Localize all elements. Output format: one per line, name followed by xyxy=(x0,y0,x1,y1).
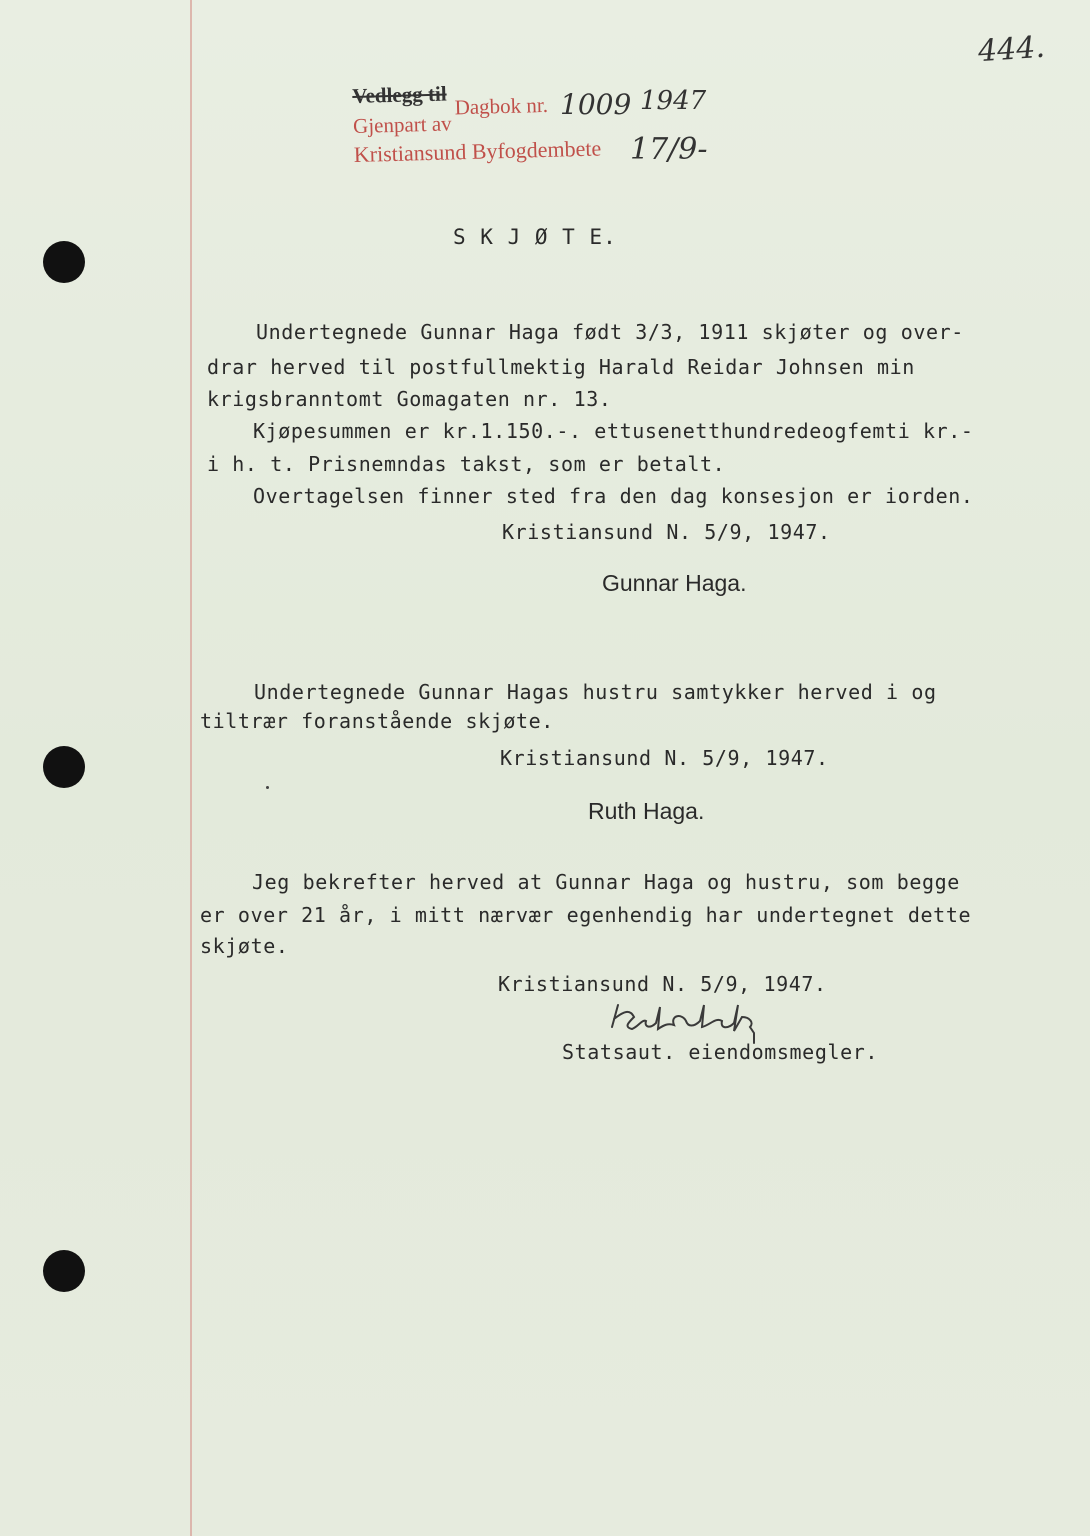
stamp-office: Kristiansund Byfogdembete xyxy=(353,135,602,167)
stamp-gjenpart: Gjenpart av xyxy=(352,111,452,138)
deed-place-date: Kristiansund N. 5/9, 1947. xyxy=(502,520,831,544)
deed-line: krigsbranntomt Gomagaten nr. 13. xyxy=(207,387,612,411)
punch-hole xyxy=(43,746,85,788)
witness-line: Jeg bekrefter herved at Gunnar Haga og hustru, som begge xyxy=(252,870,960,894)
deed-line: drar herved til postfullmektig Harald Reidar Johnsen min xyxy=(207,355,915,379)
punch-hole xyxy=(43,241,85,283)
witness-line: er over 21 år, i mitt nærvær egenhendig har undertegnet dette xyxy=(200,903,972,927)
spouse-signature: Ruth Haga. xyxy=(588,798,705,824)
folio-number: 444. xyxy=(976,29,1046,70)
deed-line: i h. t. Prisnemndas takst, som er betalt. xyxy=(207,452,726,476)
dagbok-year: 1947 xyxy=(640,86,707,116)
stamp-vedlegg: Vedlegg til xyxy=(352,81,447,108)
seller-signature: Gunnar Haga. xyxy=(602,570,747,596)
deed-line: Undertegnede Gunnar Haga født 3/3, 1911 skjøter og over- xyxy=(256,320,964,344)
witness-place-date: Kristiansund N. 5/9, 1947. xyxy=(498,972,827,996)
registry-date: 17/9- xyxy=(630,132,708,167)
deed-line: Overtagelsen finner sted fra den dag konsesjon er iorden. xyxy=(253,484,974,508)
consent-line: tiltrær foranstående skjøte. xyxy=(200,709,554,733)
witness-line: skjøte. xyxy=(200,934,289,958)
broker-title: Statsaut. eiendomsmegler. xyxy=(562,1040,879,1064)
margin-rule xyxy=(190,0,192,1536)
dagbok-number: 1009 xyxy=(560,88,632,121)
deed-line: Kjøpesummen er kr.1.150.-. ettusenetthundredeogfemti kr.- xyxy=(253,419,974,443)
document-title: S K J Ø T E. xyxy=(453,225,617,249)
punch-hole xyxy=(43,1250,85,1292)
consent-line: Undertegnede Gunnar Hagas hustru samtykker herved i og xyxy=(254,680,937,704)
consent-place-date: Kristiansund N. 5/9, 1947. xyxy=(500,746,829,770)
ink-speck xyxy=(266,786,269,789)
stamp-dagbok: Dagbok nr. xyxy=(454,92,549,120)
